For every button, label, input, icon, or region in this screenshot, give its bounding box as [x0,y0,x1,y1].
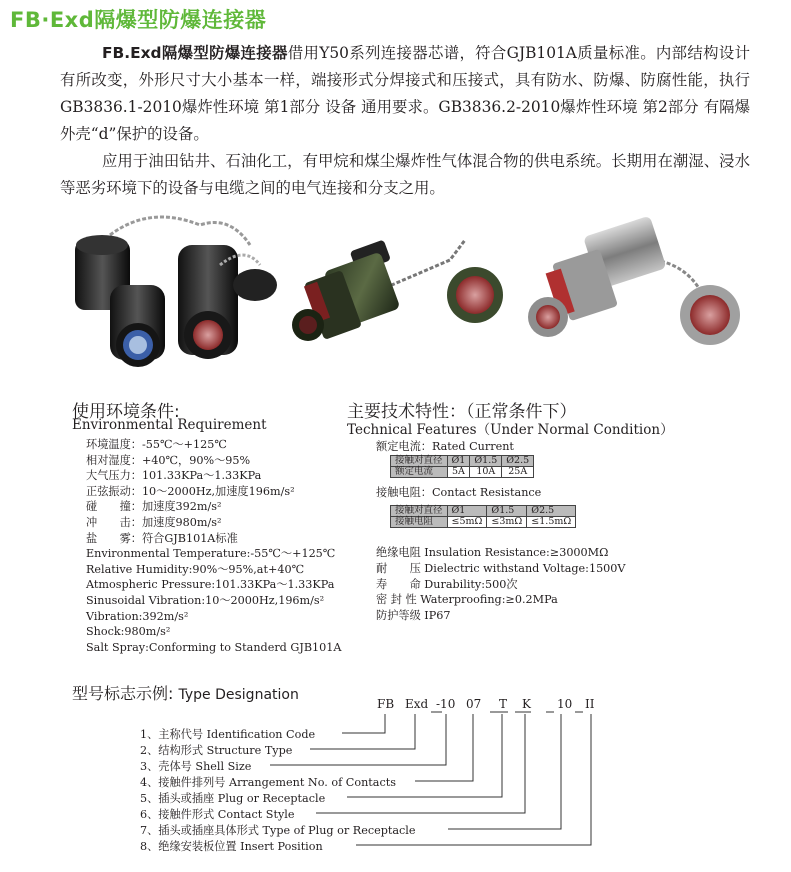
environment-heading-cn: 使用环境条件: [72,402,180,422]
table-cell: 接触对直径 [391,506,448,517]
code-arrangement: 07 [466,697,482,711]
env-item-cn: 碰 撞：加速度392m/s² [86,500,222,514]
env-item-cn: 正弦振动：10～2000Hz,加速度196m/s² [86,484,295,498]
code-plug: T [499,697,508,711]
intro-paragraph-2: 应用于油田钻井、石油化工，有甲烷和煤尘爆炸性气体混合物的供电系统。长期用在潮湿、浸水等恶劣环境下的设备与电缆之间的电气连接和分支之用。 [60,152,750,197]
env-item-cn: 环境温度：-55℃～+125℃ [86,438,227,451]
tech-item: 绝缘电阻 Insulation Resistance:≥3000MΩ [376,546,609,559]
designation-item-6: 6、接触件形式 Contact Style [140,808,295,821]
env-item-en: Sinusoidal Vibration:10～2000Hz,196m/s² [86,593,325,607]
tech-item: 密 封 性 Waterproofing:≥0.2MPa [376,593,558,607]
type-heading-en: Type Designation [178,687,299,703]
designation-item-3: 3、壳体号 Shell Size [140,760,252,773]
code-fb: FB [377,697,395,711]
intro-p1-rest: 借用Y50系列连接器芯谱，符合GJB101A质量标准。内部结构设计有所改变，外形尺寸大小基本一样，端接形式分焊接式和压接式，具有防水、防爆、防腐性能，执行GB3836.1-2010爆炸性环境 第1部分 设备 通用要求。GB3836.2-2010爆炸性环境 第2部分 有隔爆外壳“d”保护的设备。 [60,44,750,143]
table-cell: Ø2.5 [527,506,576,517]
intro-bold-lead: FB.Exd隔爆型防爆连接器 [102,44,288,62]
page-title: FB·Exd隔爆型防爆连接器 [10,8,267,32]
table-cell: 10A [470,467,502,478]
table-cell: 接触电阻 [391,517,448,528]
env-item-en: Vibration:392m/s² [86,609,189,623]
env-item-cn: 盐 雾：符合GJB101A标准 [86,531,238,545]
env-item-cn: 冲 击：加速度980m/s² [86,515,222,529]
table-cell: ≤3mΩ [487,517,527,528]
env-item-en: Atmospheric Pressure:101.33KPa～1.33KPa [86,578,335,592]
designation-item-8: 8、绝缘安装板位置 Insert Position [140,840,323,853]
table-cell: ≤1.5mΩ [527,517,576,528]
environment-heading-en: Environmental Requirement [72,417,267,433]
table-cell: Ø1.5 [487,506,527,517]
env-item-cn: 相对湿度：+40℃，90%～95% [86,453,251,467]
tech-item: 耐 压 Dielectric withstand Voltage:1500V [376,561,626,575]
contact-resistance-label: 接触电阻：Contact Resistance [376,486,542,499]
designation-item-7: 7、插头或插座具体形式 Type of Plug or Receptacle [140,824,416,837]
table-cell: 25A [502,467,534,478]
env-item-en: Shock:980m/s² [86,625,171,639]
tech-item: 寿 命 Durability:500次 [376,577,518,591]
env-item-en: Environmental Temperature:-55℃～+125℃ [86,547,336,561]
table-cell: Ø1 [447,456,470,467]
code-position: II [585,697,595,711]
code-contact: K [522,697,531,711]
designation-item-4: 4、接触件排列号 Arrangement No. of Contacts [140,776,396,789]
designation-item-5: 5、插头或插座 Plug or Receptacle [140,792,326,805]
technical-heading-cn: 主要技术特性：（正常条件下） [347,402,577,422]
code-type: 10 [557,697,573,711]
env-item-cn: 大气压力：101.33KPa～1.33KPa [86,469,262,483]
table-cell: 接触对直径 [391,456,448,467]
technical-heading-en: Technical Features（Under Normal Condition） [347,422,674,438]
table-cell: 5A [447,467,470,478]
code-exd: Exd [405,697,429,711]
table-cell: 额定电流 [391,467,448,478]
table-cell: ≤5mΩ [447,517,487,528]
type-heading-cn: 型号标志示例: [72,684,174,703]
env-item-en: Relative Humidity:90%～95%,at+40℃ [86,562,305,576]
table-cell: Ø2.5 [502,456,534,467]
table-cell: Ø1.5 [470,456,502,467]
env-item-en: Salt Spray:Conforming to Standerd GJB101A [86,640,342,654]
code-shell: -10 [436,697,456,711]
designation-item-2: 2、结构形式 Structure Type [140,744,293,757]
rated-current-label: 额定电流：Rated Current [376,440,514,453]
table-cell: Ø1 [447,506,487,517]
designation-item-1: 1、主称代号 Identification Code [140,728,316,741]
tech-item: 防护等级 IP67 [376,609,451,623]
